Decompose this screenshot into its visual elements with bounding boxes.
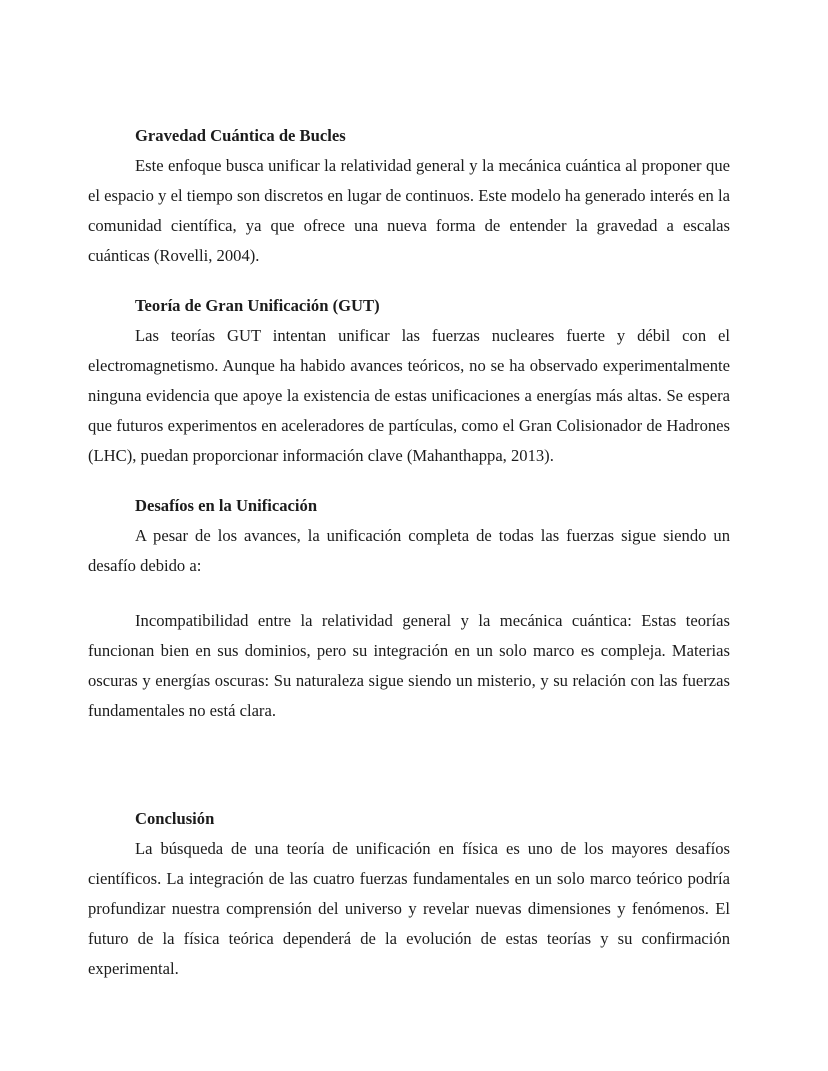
paragraph-desafios-intro: A pesar de los avances, la unificación completa de todas las fuerzas sigue siendo un desafío debido a: bbox=[88, 526, 730, 575]
heading-gravedad-cuantica-de-bucles: Gravedad Cuántica de Bucles bbox=[135, 126, 346, 145]
paragraph-conclusion: La búsqueda de una teoría de unificación en física es uno de los mayores desafíos científicos. La integración de las cuatro fuerzas fundamentales en un solo marco teórico podría profundizar nuestra comprensión del universo y revelar nuevas dimensiones y fenómenos. El futuro de la física teórica dependerá de la evolución de estas teorías y su confirmación experimental. bbox=[88, 839, 730, 978]
paragraph-teoria-gut: Las teorías GUT intentan unificar las fuerzas nucleares fuerte y débil con el electromagnetismo. Aunque ha habido avances teóricos, no se ha observado experimentalmente ninguna evidencia que apoye la existencia de estas unificaciones a energías más altas. Se espera que futuros experimentos en aceleradores de partículas, como el Gran Colisionador de Hadrones (LHC), puedan proporcionar información clave (Mahanthappa, 2013). bbox=[88, 326, 730, 465]
paragraph-gravedad-cuantica: Este enfoque busca unificar la relatividad general y la mecánica cuántica al proponer que el espacio y el tiempo son discretos en lugar de continuos. Este modelo ha generado interés en la comunidad científica, ya que ofrece una nueva forma de entender la gravedad a escalas cuánticas (Rovelli, 2004). bbox=[88, 156, 730, 265]
heading-conclusion: Conclusión bbox=[135, 809, 215, 828]
document-content bbox=[88, 121, 730, 984]
paragraph-incompatibilidad: Incompatibilidad entre la relatividad general y la mecánica cuántica: Estas teorías funcionan bien en sus dominios, pero su integración en un solo marco es compleja. Materias oscuras y energías oscuras: Su naturaleza sigue siendo un misterio, y su relación con las fuerzas fundamentales no está clara. bbox=[88, 611, 730, 720]
heading-teoria-gran-unificacion: Teoría de Gran Unificación (GUT) bbox=[135, 296, 380, 315]
heading-desafios-unificacion: Desafíos en la Unificación bbox=[135, 496, 318, 515]
